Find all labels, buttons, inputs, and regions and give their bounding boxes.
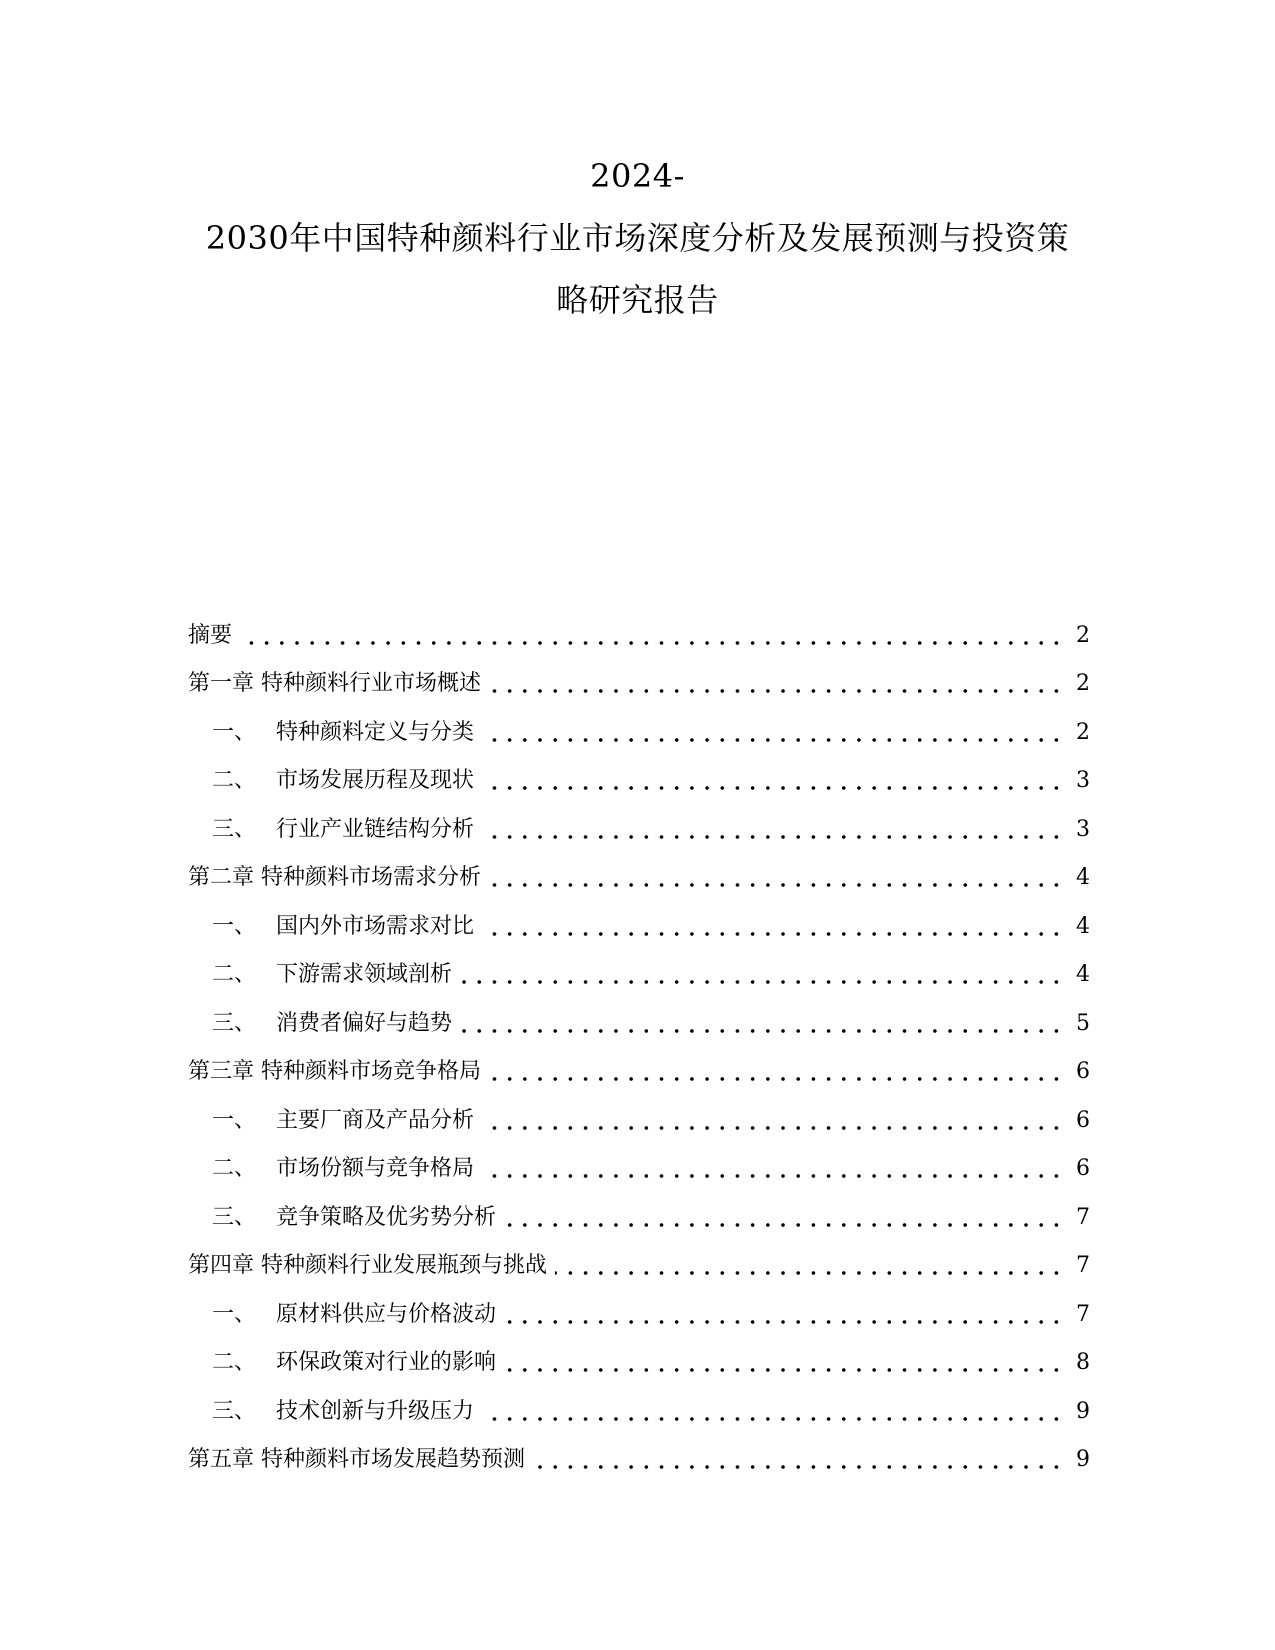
toc-entry-title — [188, 766, 474, 796]
toc-entry-title — [188, 1300, 496, 1330]
toc-dot-leader — [482, 1173, 1064, 1179]
toc-entry[interactable] — [188, 1087, 1090, 1136]
toc-entry[interactable] — [188, 990, 1090, 1039]
toc-entry-label: 国内外市场需求对比 — [276, 913, 475, 939]
toc-entry[interactable] — [188, 1427, 1090, 1476]
toc-dot-leader — [555, 1270, 1064, 1276]
toc-entry[interactable] — [188, 1281, 1090, 1330]
toc-entry[interactable] — [188, 1039, 1090, 1088]
toc-entry-label: 第五章 特种颜料市场发展趋势预测 — [188, 1447, 525, 1472]
toc-dot-leader — [533, 1464, 1064, 1470]
toc-page-number: 3 — [1076, 816, 1090, 842]
toc-dot-leader — [482, 1416, 1064, 1422]
toc-entry-label: 特种颜料定义与分类 — [276, 719, 475, 745]
toc-dot-leader — [504, 1367, 1064, 1373]
toc-entry[interactable] — [188, 893, 1090, 942]
toc-dot-leader — [482, 834, 1064, 840]
toc-dot-leader — [482, 1125, 1064, 1131]
toc-entry[interactable] — [188, 1330, 1090, 1379]
toc-entry[interactable] — [188, 651, 1090, 700]
toc-entry-number: 三、 — [212, 1204, 257, 1230]
toc-entry-title — [188, 912, 474, 942]
toc-entry-label: 第四章 特种颜料行业发展瓶颈与挑战 — [188, 1253, 547, 1278]
toc-entry[interactable] — [188, 1184, 1090, 1233]
toc-entry-label: 主要厂商及产品分析 — [276, 1107, 475, 1133]
toc-entry[interactable] — [188, 942, 1090, 991]
toc-dot-leader — [489, 882, 1064, 888]
toc-page-number: 4 — [1076, 865, 1090, 890]
toc-entry-label: 环保政策对行业的影响 — [276, 1350, 497, 1375]
toc-page-number: 2 — [1076, 719, 1090, 745]
toc-entry[interactable] — [188, 602, 1090, 651]
toc-entry-title — [188, 718, 474, 748]
toc-entry-label: 摘要 — [188, 622, 233, 648]
toc-entry-label: 第三章 特种颜料市场竞争格局 — [188, 1059, 481, 1084]
toc-entry-title — [188, 621, 232, 651]
toc-entry-number: 二、 — [212, 1156, 257, 1181]
toc-page-number: 7 — [1076, 1204, 1090, 1230]
toc-page-number: 9 — [1076, 1398, 1090, 1424]
toc-page-number: 6 — [1076, 1107, 1090, 1133]
toc-dot-leader — [460, 1028, 1064, 1034]
toc-page-number: 6 — [1076, 1156, 1090, 1181]
toc-entry[interactable] — [188, 1233, 1090, 1282]
toc-dot-leader — [489, 688, 1064, 694]
toc-dot-leader — [240, 640, 1064, 646]
toc-dot-leader — [460, 979, 1064, 985]
toc-entry-number: 一、 — [212, 1107, 257, 1133]
toc-page-number: 3 — [1076, 768, 1090, 793]
toc-entry-title — [188, 960, 452, 990]
toc-entry-number: 三、 — [212, 1010, 257, 1036]
toc-entry-title — [188, 1154, 474, 1184]
toc-entry[interactable] — [188, 1378, 1090, 1427]
toc-entry-title — [188, 1106, 474, 1136]
toc-entry-number: 三、 — [212, 1398, 257, 1424]
toc-entry[interactable] — [188, 1136, 1090, 1185]
toc-entry-title — [188, 863, 481, 893]
toc-page-number: 4 — [1076, 913, 1090, 939]
toc-entry-label: 第一章 特种颜料行业市场概述 — [188, 671, 481, 696]
title-line-2: 2030年中国特种颜料行业市场深度分析及发展预测与投资策 — [205, 219, 1070, 257]
toc-entry-label: 市场份额与竞争格局 — [276, 1156, 475, 1181]
toc-page-number: 4 — [1076, 962, 1090, 987]
toc-entry-number: 一、 — [212, 913, 257, 939]
toc-entry-number: 一、 — [212, 1301, 257, 1327]
toc-page-number: 6 — [1076, 1059, 1090, 1084]
toc-entry-label: 消费者偏好与趋势 — [276, 1010, 453, 1036]
toc-entry-title — [188, 1348, 496, 1378]
toc-dot-leader — [504, 1222, 1064, 1228]
toc-page-number: 5 — [1076, 1010, 1090, 1036]
toc-entry-number: 二、 — [212, 962, 257, 987]
document-title — [0, 145, 1275, 331]
toc-dot-leader — [489, 1076, 1064, 1082]
toc-page-number: 7 — [1076, 1301, 1090, 1327]
toc-entry[interactable] — [188, 796, 1090, 845]
toc-entry-label: 下游需求领域剖析 — [276, 962, 453, 987]
toc-entry-number: 二、 — [212, 1350, 257, 1375]
toc-entry-title — [188, 1251, 547, 1281]
toc-page-number: 8 — [1076, 1350, 1090, 1375]
title-line-3: 略研究报告 — [556, 281, 719, 319]
toc-entry[interactable] — [188, 748, 1090, 797]
toc-entry-title — [188, 815, 474, 845]
toc-entry-number: 一、 — [212, 719, 257, 745]
toc-dot-leader — [482, 785, 1064, 791]
toc-entry-title — [188, 1057, 481, 1087]
toc-entry-number: 三、 — [212, 816, 257, 842]
toc-page-number: 2 — [1076, 622, 1090, 648]
table-of-contents — [188, 602, 1090, 1475]
toc-entry-number: 二、 — [212, 768, 257, 793]
toc-entry-title — [188, 1203, 496, 1233]
toc-entry-label: 第二章 特种颜料市场需求分析 — [188, 865, 481, 890]
toc-entry-title — [188, 1397, 474, 1427]
toc-entry[interactable] — [188, 845, 1090, 894]
toc-entry-label: 技术创新与升级压力 — [276, 1398, 475, 1424]
toc-dot-leader — [504, 1319, 1064, 1325]
title-line-1: 2024- — [590, 157, 685, 195]
toc-entry-title — [188, 1009, 452, 1039]
toc-entry-title — [188, 1445, 525, 1475]
toc-dot-leader — [482, 931, 1064, 937]
toc-page-number: 7 — [1076, 1253, 1090, 1278]
toc-entry-title — [188, 669, 481, 699]
toc-entry[interactable] — [188, 699, 1090, 748]
toc-dot-leader — [482, 737, 1064, 743]
toc-entry-label: 竞争策略及优劣势分析 — [276, 1204, 497, 1230]
toc-entry-label: 行业产业链结构分析 — [276, 816, 475, 842]
toc-page-number: 9 — [1076, 1447, 1090, 1472]
toc-page-number: 2 — [1076, 671, 1090, 696]
toc-entry-label: 市场发展历程及现状 — [276, 768, 475, 793]
toc-entry-label: 原材料供应与价格波动 — [276, 1301, 497, 1327]
